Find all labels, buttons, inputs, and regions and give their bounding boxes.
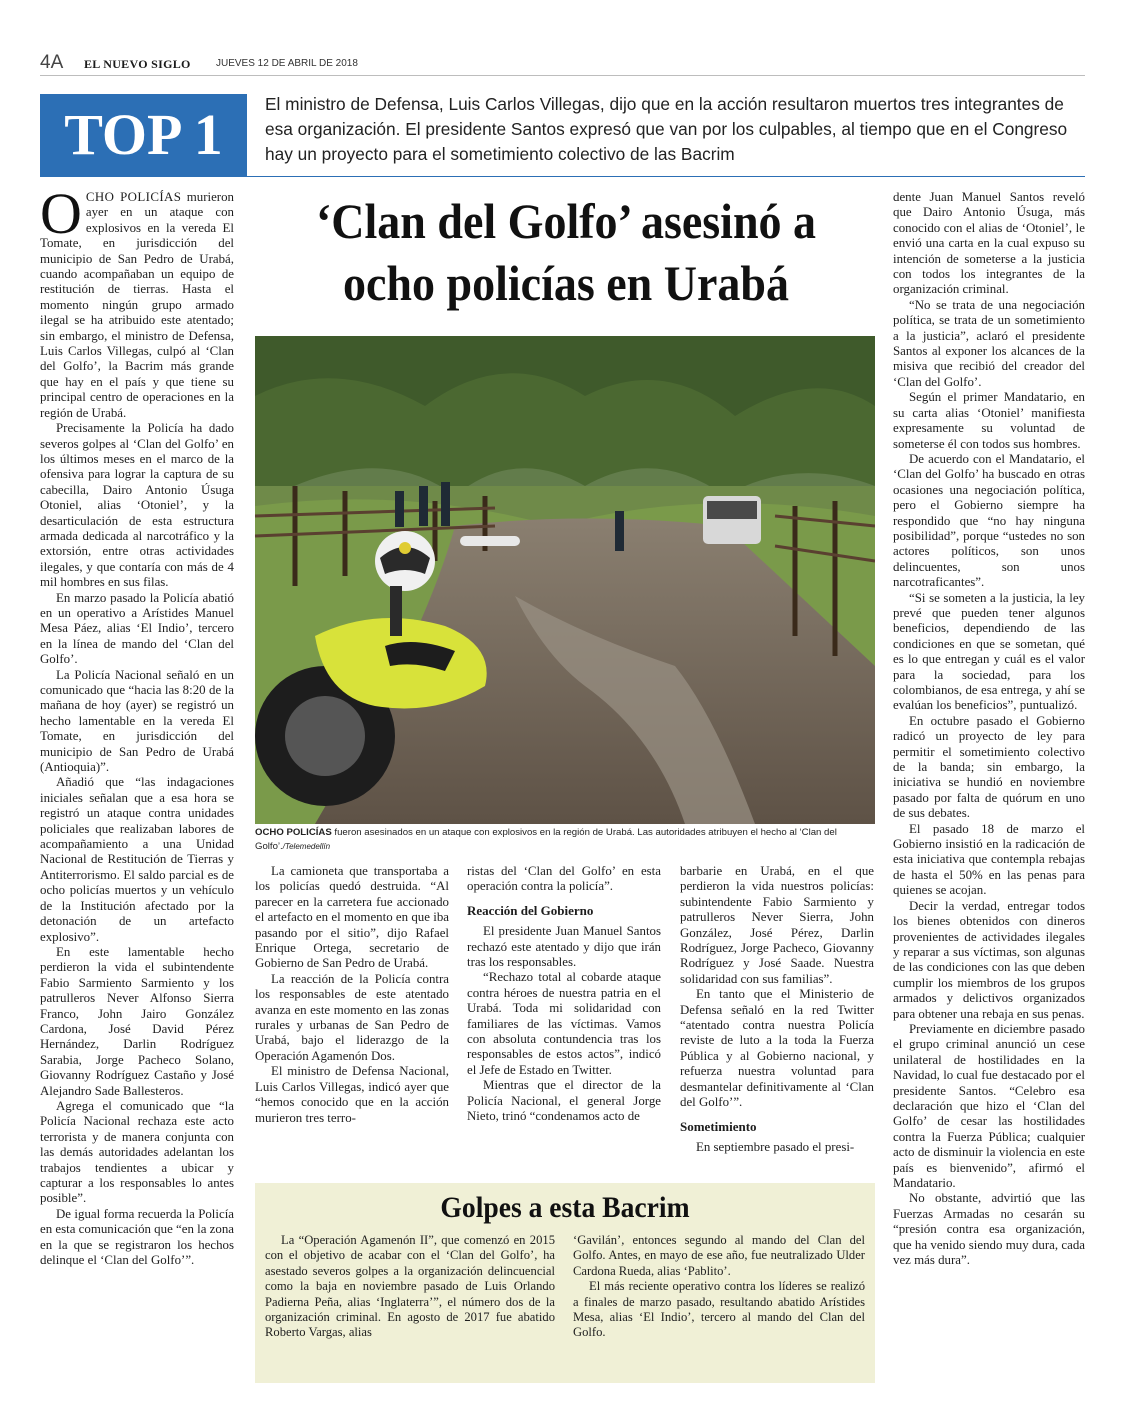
banner-rule: [40, 176, 1085, 177]
paragraph: “No se trata de una negociación política, se trata de un sometimiento a la justicia”, aclaró el presidente Santos al exponer los alcances de la misiva que recibió del creador del ‘Clan del Golfo’.: [893, 297, 1085, 389]
article-column-2: [255, 864, 449, 1126]
page-number: 4A: [40, 52, 64, 73]
paragraph: El presidente Juan Manuel Santos rechazó este atentado y dijo que irán tras los responsables.: [467, 924, 661, 970]
subhead-sometimiento: Sometimiento: [680, 1118, 757, 1134]
paragraph: “Si se someten a la justicia, la ley prevé que pueden tener algunos beneficios, dependiendo de las condiciones en que se sometan, qué es lo que entregan y cuál es el valor para la sociedad, para los colombianos, de esa entrega, y ahí se evalúan los beneficios”, puntualizó.: [893, 590, 1085, 713]
lead-text: murieron ayer en un ataque con explosivos en la vereda El Tomate, en jurisdicción del municipio de San Pedro de Urabá, cuando acompañaban un equipo de restitución de tierras. Hasta el momento ningún grupo armado ilegal se ha atribuido este atentado; sin embargo, el ministro de Defensa, Luis Carlos Villegas, culpó al ‘Clan del Golfo’, la Bacrim más grande que hay en el país y que tiene su principal centro de operaciones en la región de Urabá.: [40, 190, 234, 420]
lead-smallcaps: CHO POLICÍAS: [85, 190, 182, 204]
paragraph: ristas del ‘Clan del Golfo’ en esta operación contra la policía”.: [467, 864, 661, 894]
headline-line-2: ocho policías en Urabá: [343, 255, 789, 311]
paragraph: Mientras que el director de la Policía Nacional, el general Jorge Nieto, trinó “condenamos acto de: [467, 1078, 661, 1124]
sidebar-title: Golpes a esta Bacrim: [440, 1191, 690, 1224]
top1-banner: TOP 1: [40, 94, 247, 176]
paragraph: El ministro de Defensa Nacional, Luis Carlos Villegas, indicó ayer que “hemos conocido que en la acción murieron tres terro-: [255, 1064, 449, 1125]
paragraph: Previamente en diciembre pasado el grupo criminal anunció un cese unilateral de hostilidades en la Navidad, lo cual fue destacado por el presidente Santos. “Celebro esa declaración que hizo el ‘Clan del Golfo’ de cesar las hostilidades contra la Fuerza Pública; cualquier acto de disminuir la violencia en este país es bienvenido”, afirmó el Mandatario.: [893, 1021, 1085, 1190]
paragraph: Según el primer Mandatario, en su carta alias ‘Otoniel’ manifiesta expresamente su voluntad de someterse él con todos sus hombres.: [893, 390, 1085, 451]
photo-caption: [255, 826, 875, 854]
paragraph: La Policía Nacional señaló en un comunicado que “hacia las 8:20 de la mañana de hoy (ayer) se registró un hecho lamentable en la vereda El Tomate, en jurisdicción del municipio de San Pedro de Urabá (Antioquia)”.: [40, 667, 234, 775]
paragraph: Añadió que “las indagaciones iniciales señalan que a esa hora se registró un ataque contra unidades policiales que realizaban labores de acompañamiento a una Unidad Nacional de Restitución de Tierras y Antiterrorismo. El saldo parcial es de ocho policías muertos y un vehículo de la Institución afectado por la detonación de un artefacto explosivo”.: [40, 775, 234, 944]
subhead-reaccion: Reacción del Gobierno: [467, 902, 594, 918]
paragraph: La reacción de la Policía contra los responsables de este atentado avanza en este momento en las zonas rurales y urbanas de San Pedro de Urabá, bajo el liderazgo de la Operación Agamenón Dos.: [255, 971, 449, 1063]
paragraph: En octubre pasado el Gobierno radicó un proyecto de ley para permitir el sometimiento colectivo de la banda; sin embargo, la iniciativa se hundió en noviembre pasado por falta de quórum en uno de sus debates.: [893, 713, 1085, 821]
caption-text: fueron asesinados en un ataque con explosivos en la región de Urabá. Las autoridades atribuyen el hecho al ‘Clan del Golfo’.: [255, 827, 837, 852]
caption-lead: OCHO POLICÍAS: [255, 827, 332, 838]
drop-cap: O: [40, 181, 82, 246]
page-header: [40, 50, 1085, 76]
paragraph: El más reciente operativo contra los líderes se realizó a finales de marzo pasado, resultando abatido Arístides Mesa, alias ‘El Indio’, tercero al mando del Clan del Golfo.: [573, 1279, 865, 1340]
article-column-3: [467, 864, 661, 1125]
article-column-4: [680, 864, 874, 1155]
article-photo: [255, 336, 875, 824]
article-deck: El ministro de Defensa, Luis Carlos Villegas, dijo que en la acción resultaron muertos tres integrantes de esa organización. El presidente Santos expresó que van por los culpables, al tiempo que en el Congreso hay un proyecto para el sometimiento colectivo de las Bacrim: [265, 94, 1068, 164]
paragraph: ‘Gavilán’, entonces segundo al mando del Clan del Golfo. Antes, en mayo de ese año, fue neutralizado Ulder Cardona Rueda, alias ‘Pablito’.: [573, 1233, 865, 1278]
sidebar-box: [255, 1183, 875, 1383]
paragraph: Decir la verdad, entregar todos los bienes obtenidos con dineros provenientes de actividades ilegales y reparar a sus víctimas, son algunas de las condiciones con las que deben cumplir los miembros de los grupos armados y delictivos organizados para obtener una rebaja en sus penas.: [893, 898, 1085, 1021]
photo-credit: /Telemedellín: [282, 842, 331, 851]
sidebar-column-b: [573, 1233, 865, 1341]
paragraph: Agrega el comunicado que “la Policía Nacional rechaza este acto terrorista y de manera conjunta con las demás autoridades adelantan los trabajos tendientes a ubicar y capturar a los responsables lo antes posible”.: [40, 1098, 234, 1206]
paragraph: De acuerdo con el Mandatario, el ‘Clan del Golfo’ ha buscado en otras ocasiones una negociación política, pero el Gobierno siempre ha respondido que “no hay ninguna posibilidad”, porque “ustedes no son actores políticos, son unos delincuentes, son unos narcotraficantes”.: [893, 451, 1085, 590]
paragraph: En este lamentable hecho perdieron la vida el subintendente Fabio Sarmiento Sarmiento y los patrulleros Never Alfonso Sierra Franco, John Jairo González Cardona, José David Pérez Hernández, Darlin Rodríguez Sarabia, Jorge Pacheco Solano, Giovanny Rodríguez Castaño y José Alejandro Sade Ballesteros.: [40, 944, 234, 1098]
article-headline: [281, 190, 851, 314]
paragraph: Precisamente la Policía ha dado severos golpes al ‘Clan del Golfo’ en los últimos meses en el marco de la ofensiva para lograr la captura de su cabecilla, Dairo Antonio Úsuga Otoniel, alias ‘Otoniel’, y la desarticulación de esta estructura armada dedicada al narcotráfico y la extorsión, entre otras actividades ilegales, y que contaría con más de 4 mil hombres en sus filas.: [40, 421, 234, 590]
paragraph: En tanto que el Ministerio de Defensa señaló en la red Twitter “atentado contra nuestra Policía reviste de luto a la toda la Fuerza Pública y al Gobierno nacional, y refuerza nuestra voluntad para desmantelar definitivamente al ‘Clan del Golfo’”.: [680, 987, 874, 1110]
publication-name: EL NUEVO SIGLO: [84, 57, 191, 71]
paragraph: En septiembre pasado el presi-: [696, 1139, 855, 1154]
paragraph: No obstante, advirtió que las Fuerzas Armadas no cesarán su “presión contra esa organización, que ha venido siendo muy dura, cada vez más dura”.: [893, 1191, 1085, 1268]
article-column-5: [893, 190, 1085, 1268]
paragraph: La camioneta que transportaba a los policías quedó destruida. “Al parecer en la carretera fue accionado el artefacto en el momento en que iba pasando por el sitio”, dijo Rafael Enrique Ortega, secretario de Gobierno de San Pedro de Urabá.: [255, 864, 449, 971]
paragraph: dente Juan Manuel Santos reveló que Dairo Antonio Úsuga, más conocido con el alias de ‘Otoniel’, le envió una carta en la cual expuso su intención de someterse a la justicia con todos los integrantes de la organización criminal.: [893, 190, 1085, 297]
article-column-1: [40, 181, 234, 1268]
paragraph: En marzo pasado la Policía abatió en un operativo a Arístides Manuel Mesa Páez, alias ‘El Indio’, tercero en la línea de mando del ‘Clan del Golfo’.: [40, 590, 234, 667]
paragraph: De igual forma recuerda la Policía en esta comunicación que “en la zona en la que se registraron los hechos delinque el ‘Clan del Golfo’”.: [40, 1206, 234, 1268]
paragraph: El pasado 18 de marzo el Gobierno insistió en la radicación de esta iniciativa que contempla rebajas de hasta el 50% en las penas para quienes se acojan.: [893, 821, 1085, 898]
sidebar-column-a: [265, 1233, 555, 1341]
paragraph: “Rechazo total al cobarde ataque contra héroes de nuestra patria en el Urabá. Toda mi solidaridad con familiares de las víctimas. Vamos con absoluta contundencia tras los responsables de estos actos”, indicó el Jefe de Estado en Twitter.: [467, 970, 661, 1077]
publication-date: JUEVES 12 DE ABRIL DE 2018: [216, 58, 358, 69]
paragraph: La “Operación Agamenón II”, que comenzó en 2015 con el objetivo de acabar con el ‘Clan del Golfo’, ha asestado severos golpes a la organización delincuencial como la baja en noviembre pasado de Luis Orlando Padierna Peña, alias ‘Inglaterra’”, el número dos de la organización criminal. En agosto de 2017 fue abatido Roberto Vargas, alias: [265, 1233, 555, 1340]
headline-line-1: ‘Clan del Golfo’ asesinó a: [315, 193, 817, 249]
lead-paragraph: [40, 181, 234, 421]
paragraph: barbarie en Urabá, en el que perdieron la vida nuestros policías: subintendente Fabio Sarmiento y patrulleros Never Sierra, John González, José Pérez, Darlin Rodríguez, Jorge Pacheco, Giovanny Rodríguez y José Saade. Nuestra solidaridad con sus familias”.: [680, 864, 874, 986]
photo-scene-graphic: [255, 336, 875, 824]
